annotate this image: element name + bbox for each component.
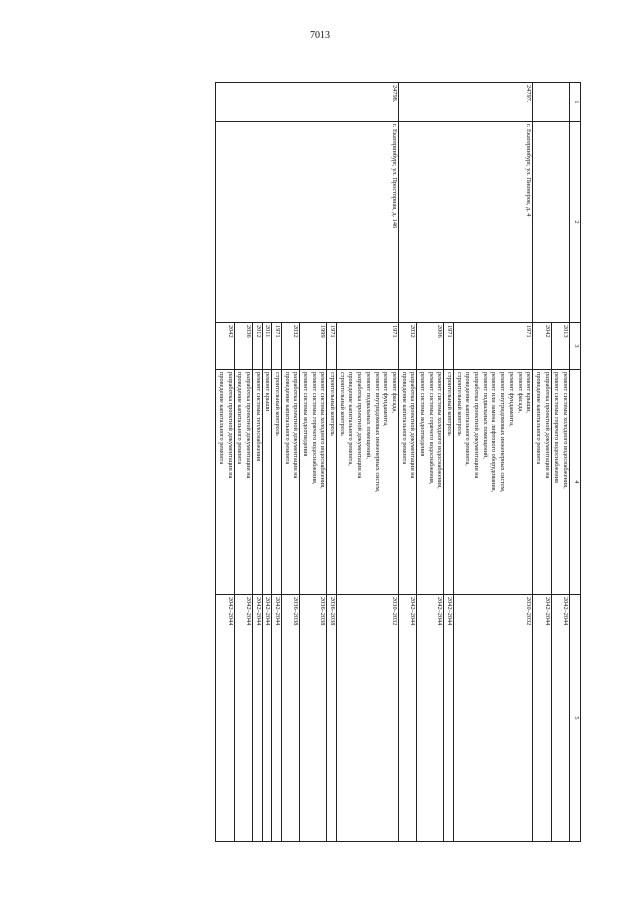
work-item: ремонт фасада, [390,372,398,413]
year-cell: 1971 [454,323,533,370]
works-cell [337,370,399,595]
year-cell: 2012 [252,323,262,370]
work-item: проведение капитального ремонта [400,372,408,465]
period-cell: 2042–2044 [398,595,416,842]
work-item: строительный контроль [338,372,346,436]
work-item: ремонт подвальных помещений, [481,372,489,459]
work-item: проведение капитального ремонта, [464,372,472,466]
works-cell [444,370,454,595]
year-cell: 1971 [272,323,282,370]
work-item: ремонт фундамента, [507,372,515,427]
period-cell: 2030–2032 [337,595,399,842]
work-item: разработка проектной документации на [356,372,364,479]
work-item: ремонт системы теплоснабжения [254,372,262,462]
period-cell: 2042–2044 [444,595,454,842]
work-item: разработка проектной документации на [244,372,252,479]
work-item: ремонт системы холодного водоснабжения, [562,372,569,489]
period-cell: 2042–2044 [533,595,551,842]
work-item: проведение капитального ремонта [217,372,225,465]
work-item: ремонт фундамента, [382,372,390,427]
works-cell [252,370,262,595]
year-cell: 2042 [216,323,234,370]
work-item: ремонт системы водоотведения [419,372,426,457]
building-address: г. Екатеринбург, ул. Просторная, д. 146 [216,122,399,323]
period-cell: 2036–2038 [282,595,300,842]
period-cell: 2042–2044 [262,595,272,842]
works-cell [300,370,327,595]
work-item: ремонт системы горячего водоснабжения, [310,372,318,485]
period-cell: 2036–2038 [327,595,337,842]
building-address: г. Екатеринбург, ул. Пионеров, д. 4 [398,122,532,323]
work-item: строительный контроль [274,372,281,436]
year-cell: 2032 [282,323,300,370]
rotated-table-area [85,82,581,842]
header-cell: 5 [570,595,581,842]
year-cell: 2032 [398,323,416,370]
header-cell: 2 [570,122,581,323]
works-cell [417,370,444,595]
work-item: ремонт системы водоотведения [302,372,310,457]
works-cell [262,370,272,595]
works-cell [454,370,533,595]
period-cell: 2042–2044 [551,595,569,842]
year-cell: 2006 [417,323,444,370]
header-cell: 1 [570,83,581,122]
work-item: ремонт крыши, [525,372,533,414]
header-cell: 4 [570,370,581,595]
works-cell [234,370,252,595]
works-cell [533,370,551,595]
work-item: ремонт фасада, [516,372,524,413]
page-number: 7013 [310,30,330,41]
work-item: ремонт системы горячего водоснабжения, [427,372,435,485]
works-cell [272,370,282,595]
period-cell: 2042–2044 [216,595,234,842]
table-body [216,83,581,842]
work-item: разработка проектной документации на [473,372,481,479]
work-item: проведение капитального ремонта [283,372,291,465]
work-item: ремонт системы холодного водоснабжения, [319,372,327,489]
table-row [337,83,399,842]
work-item: строительный контроль [329,372,337,436]
header-cell: 3 [570,323,581,370]
work-item: ремонт внутридомовых инженерных систем, [373,372,381,493]
period-cell: 2042–2044 [252,595,262,842]
year-cell: 1999 [300,323,327,370]
year-cell: 2011 [262,323,272,370]
work-item: проведение капитального ремонта [534,372,542,465]
year-cell: 2042 [533,323,551,370]
work-item: разработка проектной документации на [226,372,234,479]
works-cell [282,370,300,595]
building-address [533,122,570,323]
work-item: строительный контроль [446,372,454,436]
header-row [570,83,581,842]
repair-schedule-table [215,82,581,842]
year-cell: 1971 [337,323,399,370]
work-item: разработка проектной документации на [292,372,300,479]
row-number [533,83,570,122]
work-item: разработка проектной документации на [409,372,417,479]
period-cell: 2030–2032 [454,595,533,842]
row-number: 24797. [398,83,532,122]
year-cell: 1971 [444,323,454,370]
works-cell [216,370,234,595]
work-item: ремонт системы холодного водоснабжения, [436,372,444,489]
work-item: ремонт крыши [264,372,272,412]
work-item: проведение капитального ремонта [236,372,244,465]
works-cell [551,370,569,595]
row-number: 24798. [216,83,399,122]
year-cell: 2013 [551,323,569,370]
period-cell: 2042–2044 [234,595,252,842]
work-item: проведение капитального ремонта, [347,372,355,466]
work-item: ремонт или замена лифтового оборудования, [490,372,498,493]
period-cell: 2036–2038 [300,595,327,842]
year-cell: 2036 [234,323,252,370]
table-row [454,83,533,842]
work-item: ремонт подвальных помещений, [364,372,372,459]
work-item: разработка проектной документации на [543,372,551,479]
work-item: ремонт системы горячего водоснабжения [553,372,561,483]
table-row [551,83,569,842]
work-item: строительный контроль [455,372,463,436]
works-cell [327,370,337,595]
year-cell: 1971 [327,323,337,370]
work-item: ремонт внутридомовых инженерных систем, [499,372,507,493]
period-cell: 2042–2044 [417,595,444,842]
works-cell [398,370,416,595]
period-cell: 2042–2044 [272,595,282,842]
